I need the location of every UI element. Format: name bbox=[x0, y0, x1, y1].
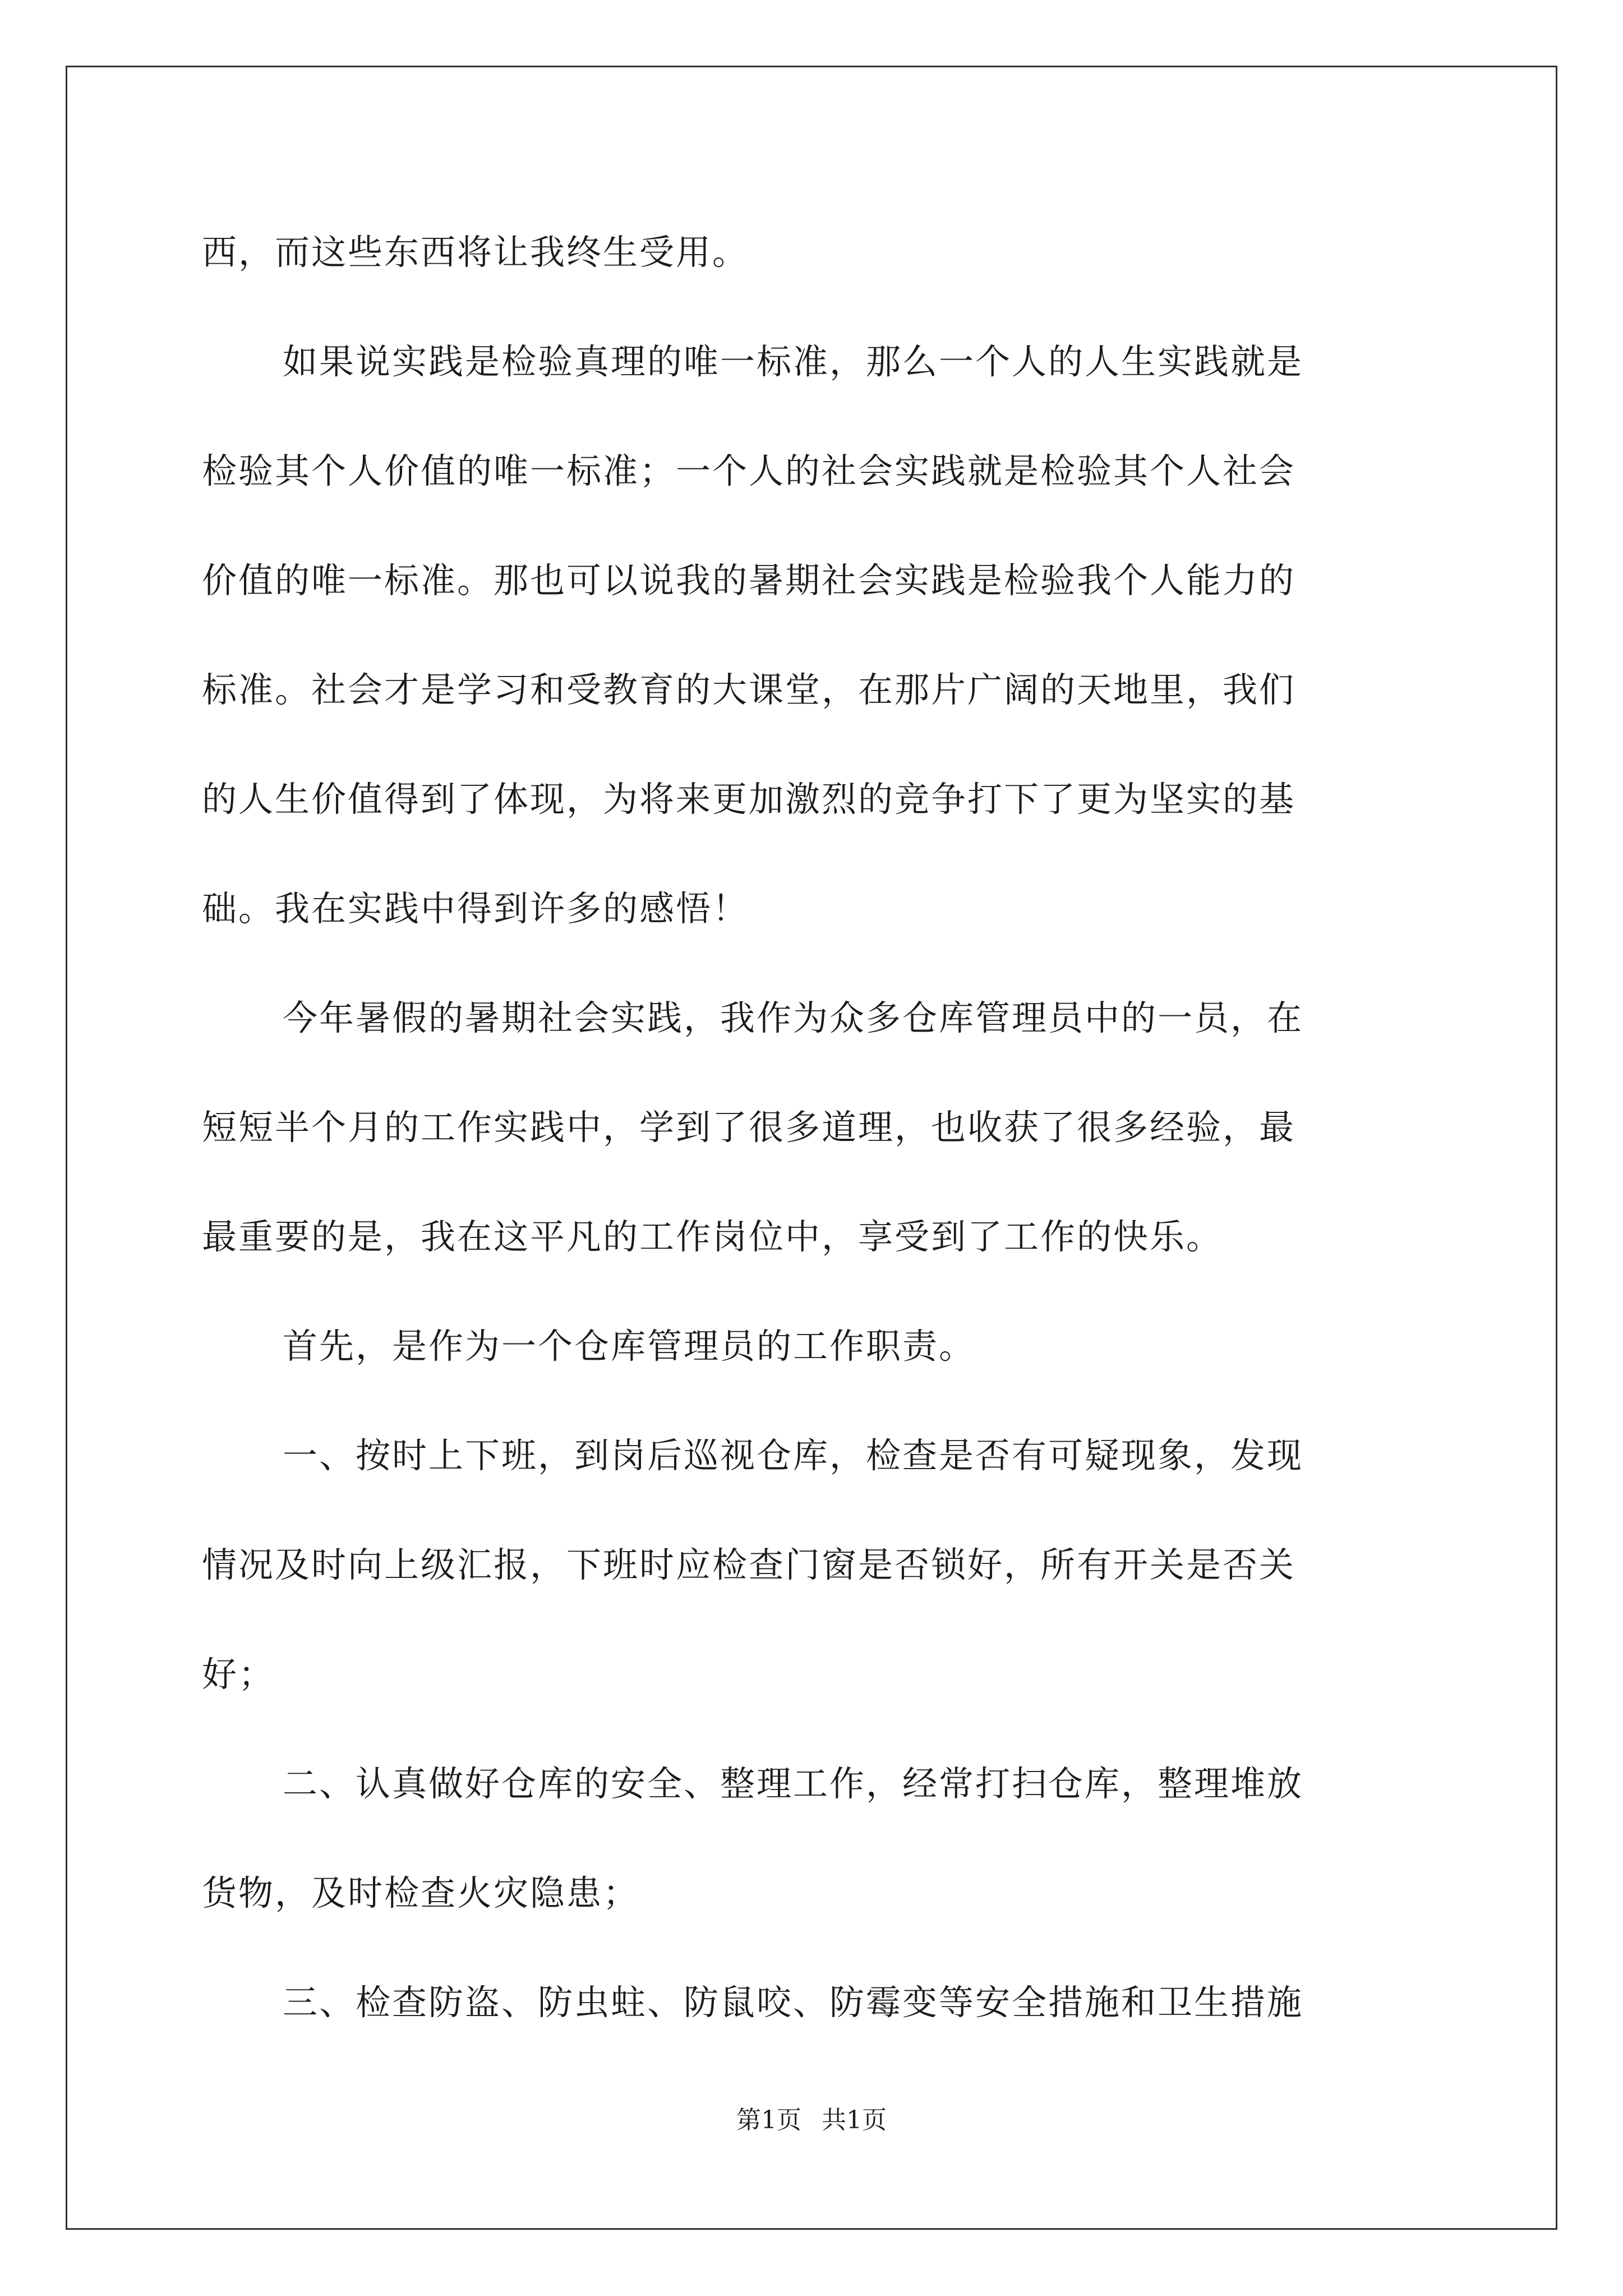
text-line: 础。我在实践中得到许多的感悟！ bbox=[202, 888, 749, 929]
paragraph-start-line: 如果说实践是检验真理的唯一标准，那么一个人的人生实践就是 bbox=[283, 341, 1304, 382]
text-line: 短短半个月的工作实践中，学到了很多道理，也收获了很多经验，最 bbox=[202, 1107, 1296, 1148]
page-footer bbox=[0, 2105, 1623, 2136]
text-line: 西，而这些东西将让我终生受用。 bbox=[202, 232, 749, 273]
text-line: 货物，及时检查火灾隐患； bbox=[202, 1872, 640, 1913]
text-line: 的人生价值得到了体现，为将来更加激烈的竞争打下了更为坚实的基 bbox=[202, 779, 1296, 820]
text-line: 情况及时向上级汇报，下班时应检查门窗是否锁好，所有开关是否关 bbox=[202, 1544, 1296, 1585]
text-line: 价值的唯一标准。那也可以说我的暑期社会实践是检验我个人能力的 bbox=[202, 560, 1296, 601]
page-number-total: 共1页 bbox=[822, 2106, 887, 2134]
text-line: 最重要的是，我在这平凡的工作岗位中，享受到了工作的快乐。 bbox=[202, 1216, 1223, 1257]
text-line: 好； bbox=[202, 1654, 275, 1695]
paragraph-start-line: 今年暑假的暑期社会实践，我作为众多仓库管理员中的一员，在 bbox=[283, 997, 1304, 1038]
paragraph-start-line: 二、认真做好仓库的安全、整理工作，经常打扫仓库，整理堆放 bbox=[283, 1763, 1304, 1804]
paragraph-start-line: 首先，是作为一个仓库管理员的工作职责。 bbox=[283, 1326, 976, 1366]
paragraph-start-line: 三、检查防盗、防虫蛀、防鼠咬、防霉变等安全措施和卫生措施 bbox=[283, 1982, 1304, 2023]
page-number-current: 第1页 bbox=[736, 2106, 801, 2134]
text-line: 标准。社会才是学习和受教育的大课堂，在那片广阔的天地里，我们 bbox=[202, 669, 1296, 710]
paragraph-start-line: 一、按时上下班，到岗后巡视仓库，检查是否有可疑现象，发现 bbox=[283, 1435, 1304, 1476]
text-line: 检验其个人价值的唯一标准；一个人的社会实践就是检验其个人社会 bbox=[202, 450, 1296, 491]
